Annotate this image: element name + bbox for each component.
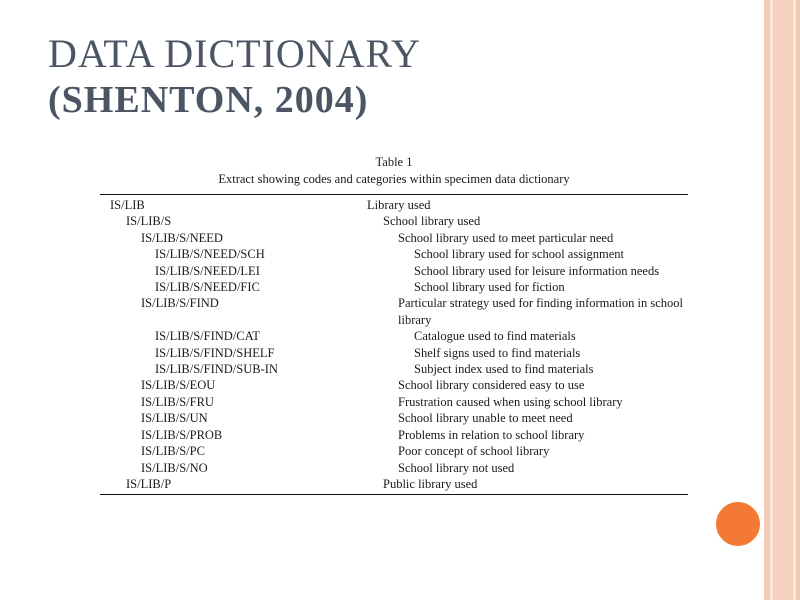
table-row — [100, 279, 688, 295]
data-dictionary-table-figure — [100, 154, 688, 495]
table-row — [100, 263, 688, 279]
description-cell: Public library used — [383, 476, 478, 491]
table-row — [100, 443, 688, 459]
code-cell: IS/LIB/S/NEED/FIC — [155, 280, 260, 295]
description-cell: Particular strategy used for finding information in school library — [398, 296, 684, 327]
table-row — [100, 246, 688, 262]
table-row — [100, 377, 688, 393]
title-line-1: DATA DICTIONARY — [48, 31, 421, 76]
description-cell: School library considered easy to use — [398, 378, 585, 393]
description-cell: Library used — [367, 198, 431, 212]
description-cell: School library used for leisure information needs — [414, 263, 660, 278]
description-cell: School library unable to meet need — [398, 411, 573, 426]
table-row — [100, 427, 688, 443]
table-body — [100, 197, 688, 492]
description-cell: Poor concept of school library — [398, 444, 550, 459]
table-row — [100, 394, 688, 410]
table-row — [100, 197, 688, 213]
code-cell: IS/LIB/S/FIND — [141, 296, 219, 311]
description-cell: School library used — [383, 214, 481, 229]
code-cell: IS/LIB/S/FIND/CAT — [155, 329, 260, 344]
table-top-rule — [100, 194, 688, 195]
table-row — [100, 295, 688, 328]
code-cell: IS/LIB/S/FRU — [141, 394, 214, 409]
code-cell: IS/LIB/S/NO — [141, 460, 208, 475]
code-cell: IS/LIB/S/NEED/LEI — [155, 263, 260, 278]
code-cell: IS/LIB/S/PC — [141, 444, 205, 459]
code-cell: IS/LIB/S/FIND/SUB-IN — [155, 362, 278, 377]
table-row — [100, 230, 688, 246]
description-cell: School library used for school assignment — [414, 247, 625, 262]
table-number: Table 1 — [375, 155, 413, 169]
table-row — [100, 345, 688, 361]
code-cell: IS/LIB — [110, 198, 145, 212]
data-dictionary-table — [100, 197, 688, 492]
table-caption — [100, 154, 688, 188]
decorative-stripe — [796, 0, 800, 600]
table-row — [100, 213, 688, 229]
table-row — [100, 361, 688, 377]
table-row — [100, 460, 688, 476]
description-cell: School library not used — [398, 460, 515, 475]
table-bottom-rule — [100, 494, 688, 495]
code-cell: IS/LIB/S/EOU — [141, 378, 216, 393]
description-cell: Catalogue used to find materials — [414, 329, 576, 344]
code-cell: IS/LIB/S/NEED/SCH — [155, 247, 265, 262]
description-cell: Subject index used to find materials — [414, 362, 594, 377]
code-cell: IS/LIB/S/UN — [141, 411, 208, 426]
code-cell: IS/LIB/S/PROB — [141, 427, 223, 442]
title-line-2: (SHENTON, 2004) — [48, 79, 369, 121]
code-cell: IS/LIB/P — [126, 476, 172, 491]
table-row — [100, 328, 688, 344]
table-row — [100, 410, 688, 426]
description-cell: School library used for fiction — [414, 280, 565, 295]
code-cell: IS/LIB/S/NEED — [141, 230, 223, 245]
description-cell: School library used to meet particular need — [398, 230, 614, 245]
description-cell: Frustration caused when using school library — [398, 394, 623, 409]
description-cell: Problems in relation to school library — [398, 427, 585, 442]
slide-title — [48, 30, 421, 124]
table-description: Extract showing codes and categories within specimen data dictionary — [218, 172, 570, 186]
table-row — [100, 476, 688, 492]
description-cell: Shelf signs used to find materials — [414, 345, 581, 360]
code-cell: IS/LIB/S — [126, 214, 172, 229]
decorative-stripe — [773, 0, 793, 600]
accent-circle — [714, 500, 762, 548]
code-cell: IS/LIB/S/FIND/SHELF — [155, 345, 275, 360]
